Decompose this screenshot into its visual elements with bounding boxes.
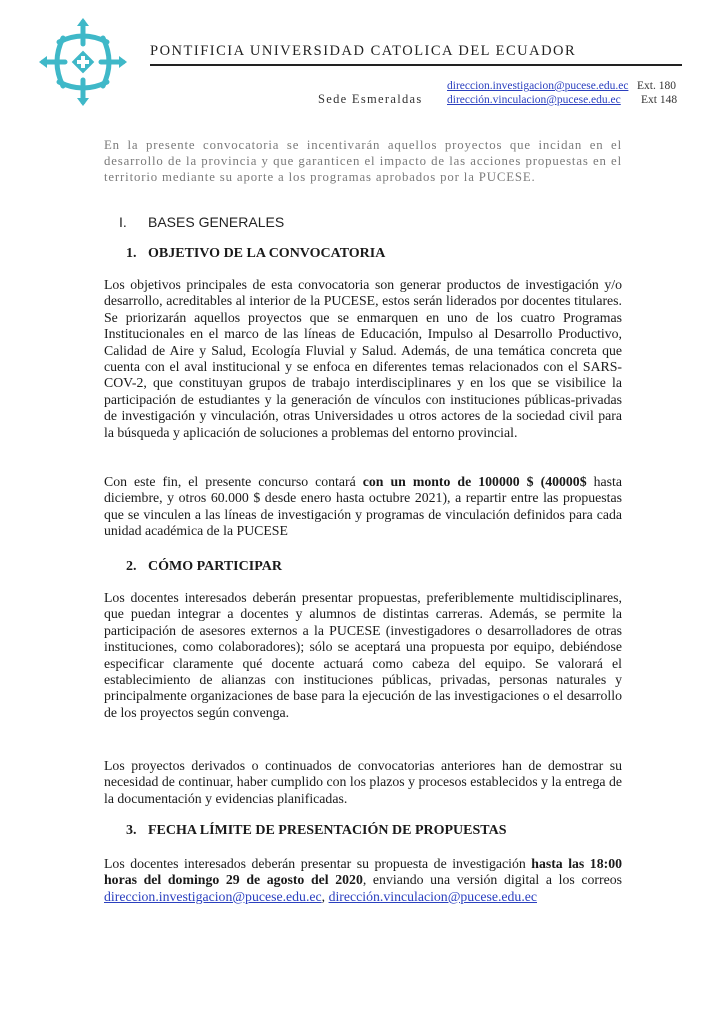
campus-name: Sede Esmeraldas [318,92,423,106]
funding-text-2: hasta diciembre, y otros 60.000 $ desde enero hasta octubre 2021), a repartir entre las propuestas que se vinculen a las líneas de investigación y programas de vinculación definidos para cada unidad académica de la PUCESE [104,474,622,539]
deadline-date: hasta las 18:00 horas del domingo 29 de agosto del 2020 [104,856,622,888]
email-separator: , [321,888,329,904]
funding-paragraph [104,474,622,540]
heading-fecha-limite [126,823,506,839]
pucese-cross-logo-icon [37,16,129,108]
header-rule [150,64,682,66]
section-number: I. [119,214,127,230]
participar-paragraph-1: Los docentes interesados deberán presentar propuestas, preferiblemente multidisciplinares, que puedan integrar a docentes y alumnos de distintas carreras. Además, se permite la participación de asesores externos a la PUCESE (investigadores o desarrolladores de otras instituciones, como colaboradores); sólo se aceptará una propuesta por equipo, debiéndose especificar claramente qué docente actuará como cabeza del equipo. Se valorará el establecimiento de alianzas con instituciones públicas, privadas, personas naturales y principalmente organizaciones de base para la ejecución de las investigaciones o el desarrollo de los proyectos según convenga. [104,590,622,720]
university-name: PONTIFICIA UNIVERSIDAD CATOLICA DEL ECUADOR [150,43,577,59]
research-email-link[interactable]: direccion.investigacion@pucese.edu.ec [447,80,629,92]
section-title: BASES GENERALES [148,214,285,230]
heading-title: FECHA LÍMITE DE PRESENTACIÓN DE PROPUESTAS [148,823,507,838]
participar-paragraph-2: Los proyectos derivados o continuados de convocatorias anteriores han de demostrar su necesidad de continuar, haber cumplido con los plazos y procesos establecidos y la entrega de la documentación y evidencias planificadas. [104,758,622,806]
heading-objetivo [126,246,385,262]
deadline-text-2: , enviando una versión digital a los correos [362,872,622,888]
outreach-email-link[interactable]: dirección.vinculacion@pucese.edu.ec [447,94,621,106]
outreach-ext: Ext 148 [641,94,678,106]
research-ext: Ext. 180 [637,80,676,92]
heading-number: 1. [126,246,137,261]
heading-number: 3. [126,823,137,838]
deadline-text-1: Los docentes interesados deberán presentar su propuesta de investigación [104,856,532,871]
heading-como-participar [126,559,282,575]
deadline-research-email-link[interactable]: direccion.investigacion@pucese.edu.ec [104,888,322,904]
deadline-paragraph [104,856,622,905]
funding-text-1: Con este fin, el presente concurso contará [104,474,363,489]
deadline-outreach-email-link[interactable]: dirección.vinculacion@pucese.edu.ec [328,888,538,904]
heading-title: CÓMO PARTICIPAR [148,559,282,574]
funding-amount: con un monto de 100000 $ (40000$ [362,474,587,489]
heading-number: 2. [126,559,137,574]
intro-paragraph: En la presente convocatoria se incentivarán aquellos proyectos que incidan en el desarrollo de la provincia y que garanticen el impacto de las acciones propuestas en el territorio mediante su aporte a los programas aprobados por la PUCESE. [104,138,622,184]
section-heading [119,214,284,230]
objetivo-paragraph: Los objetivos principales de esta convocatoria son generar productos de investigación y/o desarrollo, acreditables al interior de la PUCESE, estos serán liderados por docentes titulares. Se priorizarán aquellos proyectos que se enmarquen en uno de los cuatro Programas Institucionales en el marco de las líneas de Educación, Impulso al Desarrollo Productivo, Calidad de Aire y Salud, Ecología Fluvial y Salud. Además, de una temática concreta que cuenta con el aval institucional y se enfoca en diferentes temas relacionados con el SARS-COV-2, que constituyan grupos de trabajo interdisciplinares y en los que se visibilice la participación de estudiantes y la generación de vínculos con instituciones públicas-privadas de investigación y vinculación, otras Universidades u otros actores de la sociedad civil para la búsqueda y aplicación de soluciones a problemas del entorno provincial. [104,277,622,440]
heading-title: OBJETIVO DE LA CONVOCATORIA [148,246,386,261]
